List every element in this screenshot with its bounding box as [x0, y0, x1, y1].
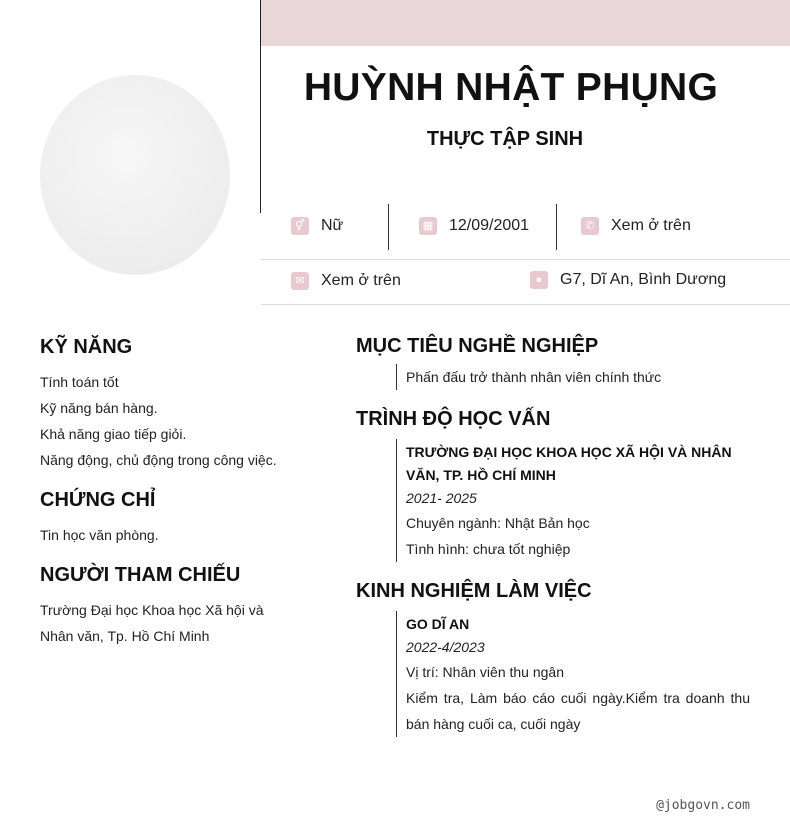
candidate-role: THỰC TẬP SINH: [426, 128, 584, 150]
candidate-name: HUỲNH NHẬT PHỤNG: [303, 66, 719, 109]
calendar-icon: ▦: [419, 217, 437, 235]
experience-title: KINH NGHIỆM LÀM VIỆC: [356, 580, 592, 602]
skill-item: Tính toán tốt: [40, 374, 119, 390]
experience-company: GO DĨ AN: [406, 616, 470, 632]
education-school: TRƯỜNG ĐẠI HỌC KHOA HỌC XÃ HỘI VÀ NHÂN VĂN, TP. HỒ CHÍ MINH: [406, 444, 732, 483]
objective-block: [396, 364, 750, 390]
email-value: Xem ở trên: [321, 272, 401, 289]
gender-field: [291, 217, 343, 235]
experience-description: Kiểm tra, Làm báo cáo cuối ngày.Kiểm tra doanh thu bán hàng cuối ca, cuối ngày: [406, 690, 750, 732]
avatar: [40, 75, 230, 275]
skills-list: [40, 369, 300, 473]
phone-value: Xem ở trên: [611, 217, 691, 234]
birthday-field: [419, 217, 529, 235]
gender-value: Nữ: [321, 217, 344, 234]
education-major: Chuyên ngành: Nhật Bản học: [406, 515, 590, 531]
left-column: [40, 336, 300, 649]
objective-title: MỤC TIÊU NGHỀ NGHIỆP: [356, 335, 599, 357]
right-column: [356, 335, 750, 737]
skill-item: Khả năng giao tiếp giỏi.: [40, 426, 187, 442]
mail-icon: ✉: [291, 272, 309, 290]
references-title: NGƯỜI THAM CHIẾU: [40, 564, 241, 586]
education-period: 2021- 2025: [406, 490, 477, 506]
experience-position: Vị trí: Nhân viên thu ngân: [406, 664, 564, 680]
header-band: [261, 0, 790, 46]
birthday-value: 12/09/2001: [449, 217, 530, 234]
address-field: [530, 271, 726, 289]
location-icon: ●: [530, 271, 548, 289]
objective-text: Phấn đấu trở thành nhân viên chính thức: [406, 369, 662, 385]
contact-row-1: [261, 204, 790, 260]
education-title: TRÌNH ĐỘ HỌC VẤN: [356, 408, 551, 430]
contact-separator: [556, 204, 557, 250]
contact-separator: [388, 204, 389, 250]
gender-icon: ⚥: [291, 217, 309, 235]
skills-title: KỸ NĂNG: [40, 336, 133, 358]
education-block: [396, 439, 750, 562]
address-value: G7, Dĩ An, Bình Dương: [560, 271, 727, 288]
skill-item: Kỹ năng bán hàng.: [40, 400, 158, 416]
experience-period: 2022-4/2023: [406, 639, 485, 655]
certificate-item: Tin học văn phòng.: [40, 527, 159, 543]
phone-field: [581, 217, 691, 235]
watermark: @jobgovn.com: [656, 798, 750, 813]
experience-block: [396, 611, 750, 737]
email-field: [291, 272, 401, 290]
education-status: Tình hình: chưa tốt nghiệp: [406, 541, 571, 557]
contact-row-2: [261, 260, 790, 305]
skill-item: Năng động, chủ động trong công việc.: [40, 452, 277, 468]
phone-icon: ✆: [581, 217, 599, 235]
reference-text: Trường Đại học Khoa học Xã hội và Nhân văn, Tp. Hồ Chí Minh: [40, 602, 264, 644]
certificates-title: CHỨNG CHỈ: [40, 489, 156, 511]
